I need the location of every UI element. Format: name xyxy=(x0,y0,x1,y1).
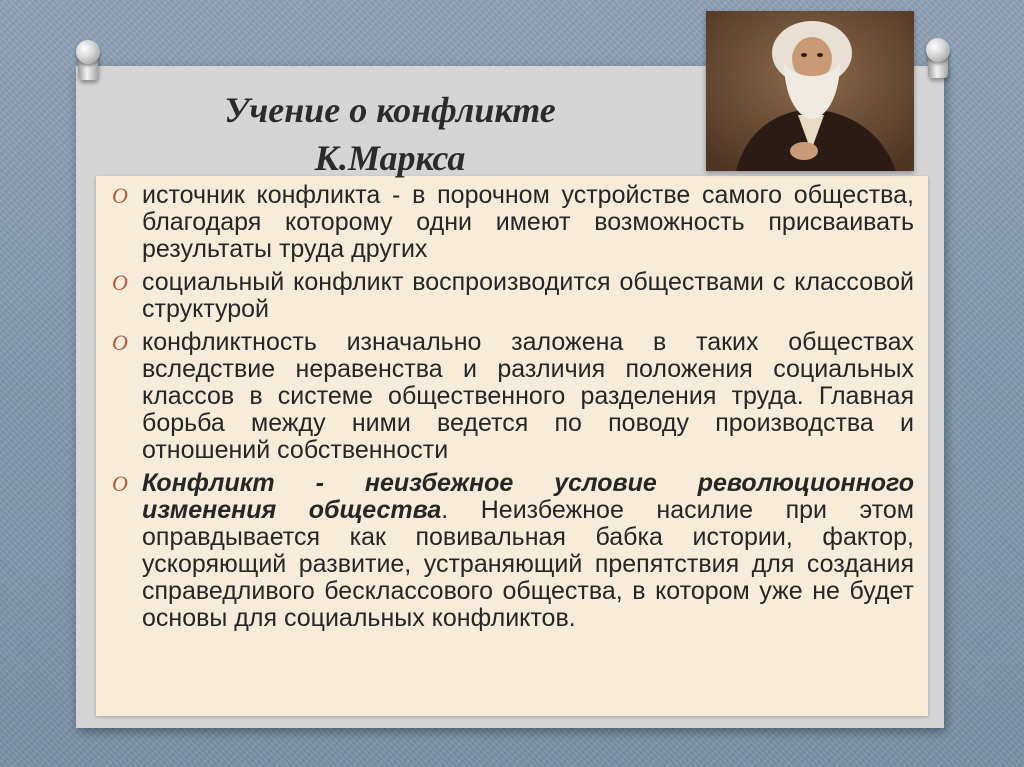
list-item-text: конфликтность изначально заложена в таких обществах вследствие неравенства и различия положения социальных классов в системе общественного разделения труда. Главная борьба между ними ведется по поводу производства и отношений собственности xyxy=(142,328,914,464)
slide-title xyxy=(160,86,620,182)
list-item-emphasis: Конфликт - неизбежное условие революционного изменения общества xyxy=(142,469,914,524)
bullet-icon: O xyxy=(112,183,128,208)
bullet-icon: O xyxy=(112,270,128,295)
list-item xyxy=(112,269,914,323)
pushpin-icon xyxy=(922,38,954,80)
bullet-icon: O xyxy=(112,471,128,496)
portrait-photo xyxy=(706,11,914,171)
bullet-list xyxy=(112,182,914,638)
title-line-2: К.Маркса xyxy=(314,138,466,178)
list-item-text: социальный конфликт воспроизводится обществами с классовой структурой xyxy=(142,268,914,323)
bullet-icon: O xyxy=(112,330,128,355)
list-item xyxy=(112,329,914,464)
list-item-text: . Неизбежное насилие при этом оправдывается как повивальная бабка истории, фактор, ускоряющий развитие, устраняющий препятствия для создания справедливого бесклассового общества, в котором уже не будет основы для социальных конфликтов. xyxy=(142,496,914,632)
pushpin-icon xyxy=(72,40,104,82)
list-item-text: источник конфликта - в порочном устройстве самого общества, благодаря которому одни имеют возможность присваивать результаты труда других xyxy=(142,181,914,263)
list-item xyxy=(112,182,914,263)
title-line-1: Учение о конфликте xyxy=(224,90,556,130)
list-item xyxy=(112,470,914,632)
